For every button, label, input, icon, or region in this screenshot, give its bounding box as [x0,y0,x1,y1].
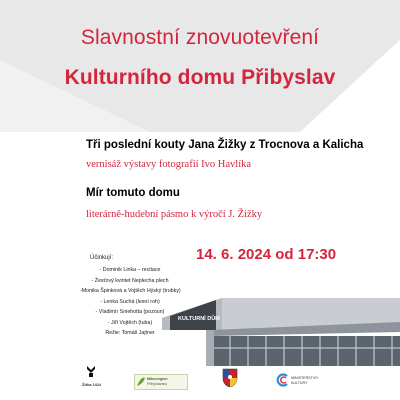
event-2-title: Mír tomuto domu [86,187,180,199]
zizka-emblem-icon [82,364,100,378]
cast-member: - Vladimír Sniehotta (pozoun) [95,309,165,315]
header-band [0,0,400,132]
cast-heading: Účinkují: [90,255,114,261]
event-1-title: Tři poslední kouty Jana Žižky z Trocnova a Kalicha [86,139,364,151]
cast-member: - Žesťový kvintet Neplecha plech [91,277,169,284]
page-title-line-2: Kulturního domu Přibyslav [64,66,336,89]
building-sign-text: KULTURNÍ DŮM [178,316,220,322]
event-1-subtitle: vernisáž výstavy fotografií Ivo Havlíka [86,159,252,170]
mikroregion-label-line-2: Přibyslavsko [147,382,168,386]
cast-member: - Dominik Linka – recitace [99,267,161,273]
mikroregion-label-line-1: Mikroregion [147,377,168,381]
coat-of-arms-icon [222,368,238,388]
zizka-logo [82,364,100,386]
event-date-time: 14. 6. 2024 od 17:30 [196,246,337,263]
mikroregion-leaf-icon [136,376,146,388]
ministerstvo-label-line-1: MINISTERSTVO [291,376,318,380]
mikroregion-logo [134,374,188,390]
ministerstvo-label-line-2: KULTURY [291,381,308,385]
ministerstvo-c-icon [276,373,290,387]
page-title-line-1: Slavnostní znovuotevření [80,26,320,49]
event-2-subtitle: literárně-hudební pásmo k výročí J. Žižky [86,209,263,220]
cast-director: Režie: Tomáš Jajtner [105,330,155,336]
ministerstvo-kultury-logo [276,372,318,388]
cultural-house-building-photo [152,286,400,366]
cast-member: -Monika Špinková a Vojtěch Hýský (trubky) [80,288,181,294]
zizka-logo-label: Žižka 1424 [82,383,101,387]
cast-member: - Jiří Vojtěch (tuba) [107,319,153,326]
cast-member: - Lenka Suchá (lesní roh) [100,298,160,305]
